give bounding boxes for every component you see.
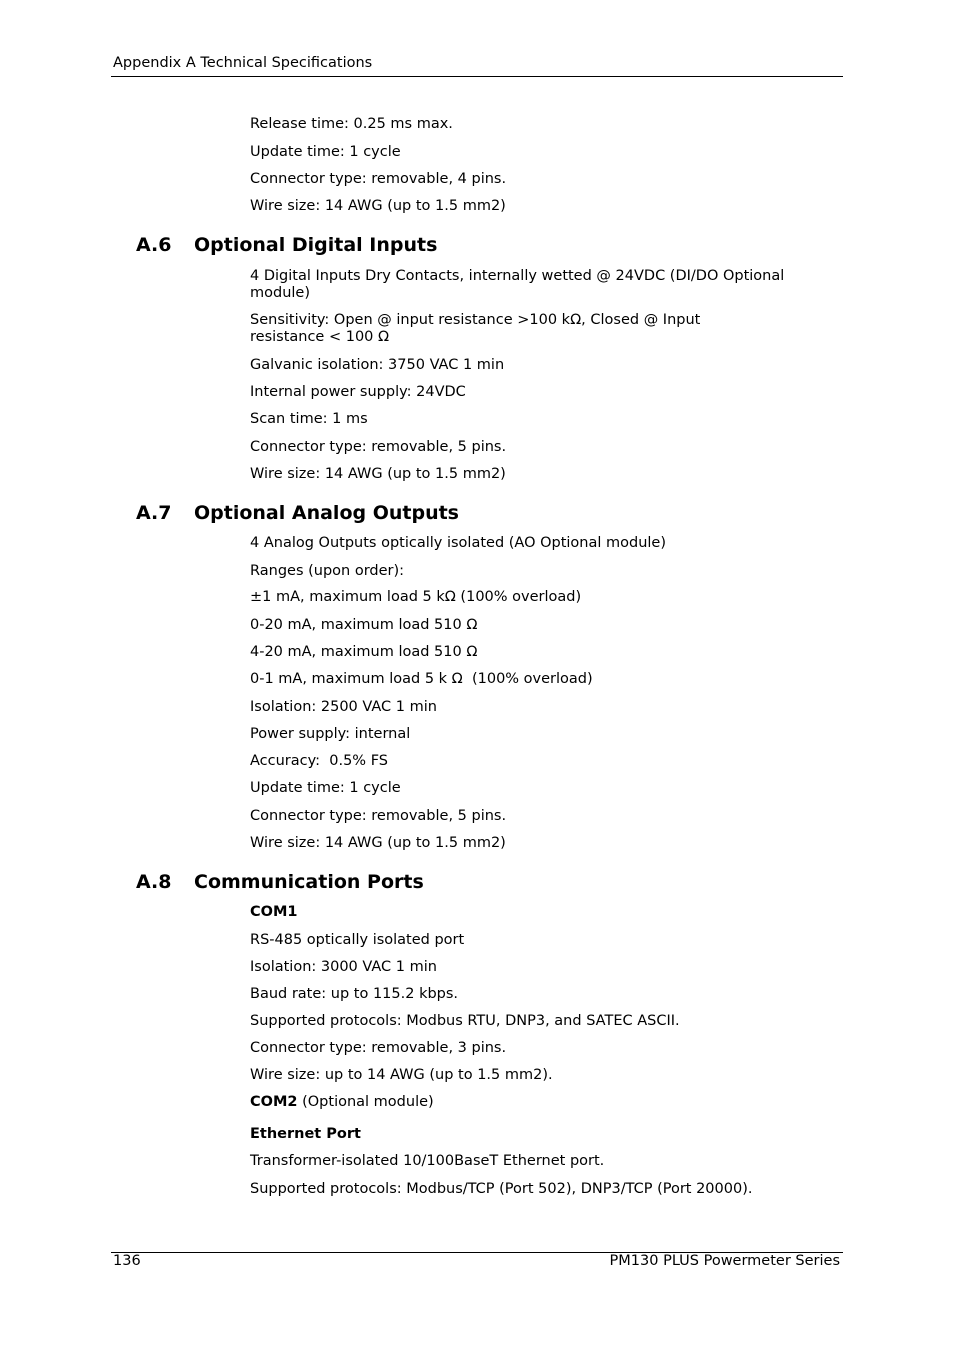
spec-line: Sensitivity: Open @ input resistance >100 kΩ, Closed @ Input resistance < 100 Ω <box>250 312 701 345</box>
spec-line: 4-20 mA, maximum load 510 Ω <box>250 644 478 660</box>
section-number: A.6 <box>136 234 172 256</box>
spec-line: Connector type: removable, 5 pins. <box>250 808 507 824</box>
spec-line: Connector type: removable, 3 pins. <box>250 1040 507 1056</box>
subheading-ethernet: Ethernet Port <box>250 1126 361 1142</box>
spec-line: 0-1 mA, maximum load 5 k Ω (100% overload) <box>250 671 593 687</box>
spec-line: Isolation: 3000 VAC 1 min <box>250 959 437 975</box>
spec-line: Wire size: 14 AWG (up to 1.5 mm2) <box>250 835 506 851</box>
spec-line: 4 Analog Outputs optically isolated (AO Optional module) <box>250 535 667 551</box>
spec-line: Galvanic isolation: 3750 VAC 1 min <box>250 357 505 373</box>
spec-line: Release time: 0.25 ms max. <box>250 116 453 132</box>
spec-line: Wire size: 14 AWG (up to 1.5 mm2) <box>250 198 506 214</box>
spec-line: 4 Digital Inputs Dry Contacts, internally wetted @ 24VDC (DI/DO Optional module) <box>250 268 785 301</box>
spec-line: Supported protocols: Modbus RTU, DNP3, and SATEC ASCII. <box>250 1013 680 1029</box>
subheading-com2 <box>250 1094 820 1111</box>
page-number: 136 <box>113 1253 141 1269</box>
spec-line: Scan time: 1 ms <box>250 411 368 427</box>
spec-line: Update time: 1 cycle <box>250 144 401 160</box>
spec-line: Supported protocols: Modbus/TCP (Port 502), DNP3/TCP (Port 20000). <box>250 1181 753 1197</box>
com2-note: (Optional module) <box>297 1094 434 1110</box>
header-rule <box>111 76 843 77</box>
spec-line: Power supply: internal <box>250 726 411 742</box>
footer-title: PM130 PLUS Powermeter Series <box>609 1253 840 1269</box>
spec-line: RS-485 optically isolated port <box>250 932 465 948</box>
spec-line: Connector type: removable, 5 pins. <box>250 439 507 455</box>
spec-line: Baud rate: up to 115.2 kbps. <box>250 986 459 1002</box>
section-title: Optional Digital Inputs <box>194 234 438 256</box>
spec-line: Internal power supply: 24VDC <box>250 384 466 400</box>
spec-line: Transformer-isolated 10/100BaseT Ethernet port. <box>250 1153 605 1169</box>
section-number: A.7 <box>136 502 172 524</box>
section-title: Optional Analog Outputs <box>194 502 459 524</box>
section-number: A.8 <box>136 871 172 893</box>
spec-line: Isolation: 2500 VAC 1 min <box>250 699 437 715</box>
spec-line: Wire size: 14 AWG (up to 1.5 mm2) <box>250 466 506 482</box>
running-header: Appendix A Technical Specifications <box>113 55 373 71</box>
com2-label: COM2 <box>250 1094 298 1110</box>
spec-line: 0-20 mA, maximum load 510 Ω <box>250 617 478 633</box>
spec-line: Accuracy: 0.5% FS <box>250 753 388 769</box>
spec-line: ±1 mA, maximum load 5 kΩ (100% overload) <box>250 589 582 605</box>
spec-line: Ranges (upon order): <box>250 563 405 579</box>
subheading-com1: COM1 <box>250 904 298 920</box>
spec-line: Wire size: up to 14 AWG (up to 1.5 mm2). <box>250 1067 553 1083</box>
spec-line: Update time: 1 cycle <box>250 780 401 796</box>
spec-line: Connector type: removable, 4 pins. <box>250 171 507 187</box>
section-title: Communication Ports <box>194 871 424 893</box>
